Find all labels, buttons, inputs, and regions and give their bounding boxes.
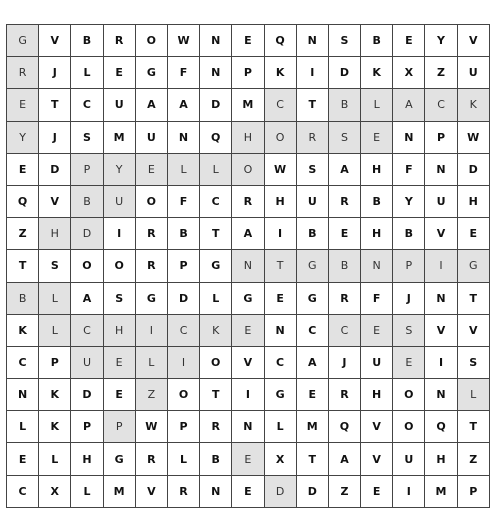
grid-cell[interactable]: I — [232, 379, 264, 411]
grid-cell[interactable]: P — [104, 411, 136, 443]
grid-cell[interactable]: V — [425, 218, 457, 250]
grid-cell[interactable]: A — [136, 89, 168, 121]
grid-cell[interactable]: N — [393, 122, 425, 154]
grid-cell[interactable]: L — [7, 411, 39, 443]
grid-cell[interactable]: F — [393, 154, 425, 186]
grid-cell[interactable]: T — [297, 89, 329, 121]
grid-cell[interactable]: R — [297, 122, 329, 154]
grid-cell[interactable]: R — [329, 283, 361, 315]
grid-cell[interactable]: W — [265, 154, 297, 186]
grid-cell[interactable]: R — [136, 250, 168, 282]
grid-cell[interactable]: F — [168, 186, 200, 218]
grid-cell[interactable]: C — [71, 315, 103, 347]
grid-cell[interactable]: L — [168, 154, 200, 186]
grid-cell[interactable]: B — [71, 186, 103, 218]
grid-cell[interactable]: A — [297, 347, 329, 379]
grid-cell[interactable]: W — [458, 122, 490, 154]
grid-cell[interactable]: Z — [7, 218, 39, 250]
grid-cell[interactable]: P — [425, 122, 457, 154]
grid-cell[interactable]: N — [200, 57, 232, 89]
grid-cell[interactable]: I — [425, 250, 457, 282]
grid-cell[interactable]: B — [200, 443, 232, 475]
grid-cell[interactable]: D — [71, 218, 103, 250]
grid-cell[interactable]: L — [39, 315, 71, 347]
grid-cell[interactable]: E — [329, 218, 361, 250]
grid-cell[interactable]: R — [7, 57, 39, 89]
grid-cell[interactable]: H — [425, 443, 457, 475]
grid-cell[interactable]: C — [297, 315, 329, 347]
grid-cell[interactable]: E — [232, 443, 264, 475]
grid-cell[interactable]: U — [136, 122, 168, 154]
grid-cell[interactable]: N — [168, 122, 200, 154]
grid-cell[interactable]: L — [265, 411, 297, 443]
grid-cell[interactable]: V — [361, 411, 393, 443]
grid-cell[interactable]: O — [393, 411, 425, 443]
grid-cell[interactable]: G — [136, 57, 168, 89]
grid-cell[interactable]: G — [458, 250, 490, 282]
grid-cell[interactable]: B — [329, 89, 361, 121]
grid-cell[interactable]: D — [168, 283, 200, 315]
grid-cell[interactable]: E — [393, 25, 425, 57]
grid-cell[interactable]: J — [39, 57, 71, 89]
grid-cell[interactable]: N — [425, 154, 457, 186]
grid-cell[interactable]: U — [393, 443, 425, 475]
grid-cell[interactable]: I — [393, 476, 425, 508]
grid-cell[interactable]: Q — [329, 411, 361, 443]
grid-cell[interactable]: T — [39, 89, 71, 121]
grid-cell[interactable]: H — [361, 154, 393, 186]
grid-cell[interactable]: S — [104, 283, 136, 315]
grid-cell[interactable]: O — [136, 186, 168, 218]
grid-cell[interactable]: K — [39, 411, 71, 443]
grid-cell[interactable]: V — [39, 186, 71, 218]
grid-cell[interactable]: T — [265, 250, 297, 282]
grid-cell[interactable]: W — [168, 25, 200, 57]
grid-cell[interactable]: L — [39, 283, 71, 315]
grid-cell[interactable]: C — [168, 315, 200, 347]
grid-cell[interactable]: B — [393, 218, 425, 250]
grid-cell[interactable]: H — [361, 218, 393, 250]
grid-cell[interactable]: O — [265, 122, 297, 154]
grid-cell[interactable]: N — [200, 25, 232, 57]
grid-cell[interactable]: S — [329, 25, 361, 57]
grid-cell[interactable]: C — [71, 89, 103, 121]
grid-cell[interactable]: L — [39, 443, 71, 475]
grid-cell[interactable]: W — [136, 411, 168, 443]
grid-cell[interactable]: E — [297, 379, 329, 411]
grid-cell[interactable]: F — [361, 283, 393, 315]
grid-cell[interactable]: E — [361, 122, 393, 154]
grid-cell[interactable]: I — [168, 347, 200, 379]
grid-cell[interactable]: I — [297, 57, 329, 89]
grid-cell[interactable]: V — [361, 443, 393, 475]
grid-cell[interactable]: T — [458, 283, 490, 315]
grid-cell[interactable]: S — [393, 315, 425, 347]
grid-cell[interactable]: P — [168, 411, 200, 443]
grid-cell[interactable]: L — [200, 154, 232, 186]
grid-cell[interactable]: C — [265, 89, 297, 121]
grid-cell[interactable]: R — [329, 186, 361, 218]
grid-cell[interactable]: P — [232, 57, 264, 89]
grid-cell[interactable]: C — [425, 89, 457, 121]
grid-cell[interactable]: R — [200, 411, 232, 443]
grid-cell[interactable]: K — [200, 315, 232, 347]
grid-cell[interactable]: R — [136, 443, 168, 475]
grid-cell[interactable]: O — [168, 379, 200, 411]
grid-cell[interactable]: Q — [200, 122, 232, 154]
grid-cell[interactable]: V — [458, 315, 490, 347]
grid-cell[interactable]: M — [297, 411, 329, 443]
grid-cell[interactable]: B — [168, 218, 200, 250]
grid-cell[interactable]: B — [71, 25, 103, 57]
grid-cell[interactable]: B — [361, 186, 393, 218]
grid-cell[interactable]: C — [200, 186, 232, 218]
grid-cell[interactable]: R — [168, 476, 200, 508]
grid-cell[interactable]: G — [232, 283, 264, 315]
grid-cell[interactable]: P — [458, 476, 490, 508]
grid-cell[interactable]: D — [329, 57, 361, 89]
grid-cell[interactable]: N — [425, 283, 457, 315]
grid-cell[interactable]: G — [297, 283, 329, 315]
grid-cell[interactable]: B — [7, 283, 39, 315]
grid-cell[interactable]: U — [458, 57, 490, 89]
grid-cell[interactable]: P — [71, 411, 103, 443]
grid-cell[interactable]: Q — [7, 186, 39, 218]
grid-cell[interactable]: O — [104, 250, 136, 282]
word-search-grid — [6, 24, 490, 508]
grid-cell[interactable]: F — [168, 57, 200, 89]
grid-cell[interactable]: A — [232, 218, 264, 250]
grid-cell[interactable]: P — [168, 250, 200, 282]
grid-cell[interactable]: E — [393, 347, 425, 379]
grid-cell[interactable]: H — [458, 186, 490, 218]
grid-cell[interactable]: P — [39, 347, 71, 379]
grid-cell[interactable]: K — [265, 57, 297, 89]
grid-cell[interactable]: E — [458, 218, 490, 250]
grid-cell[interactable]: D — [71, 379, 103, 411]
grid-cell[interactable]: O — [232, 154, 264, 186]
grid-cell[interactable]: E — [7, 89, 39, 121]
grid-cell[interactable]: T — [297, 443, 329, 475]
grid-cell[interactable]: A — [329, 154, 361, 186]
grid-cell[interactable]: G — [200, 250, 232, 282]
grid-cell[interactable]: C — [329, 315, 361, 347]
grid-cell[interactable]: D — [39, 154, 71, 186]
grid-cell[interactable]: P — [71, 154, 103, 186]
grid-cell[interactable]: Z — [329, 476, 361, 508]
grid-cell[interactable]: H — [104, 315, 136, 347]
grid-cell[interactable]: G — [297, 250, 329, 282]
grid-cell[interactable]: N — [7, 379, 39, 411]
grid-cell[interactable]: R — [104, 25, 136, 57]
grid-cell[interactable]: H — [39, 218, 71, 250]
grid-cell[interactable]: G — [265, 379, 297, 411]
grid-cell[interactable]: Q — [425, 411, 457, 443]
grid-cell[interactable]: K — [7, 315, 39, 347]
grid-cell[interactable]: K — [39, 379, 71, 411]
grid-cell[interactable]: R — [136, 218, 168, 250]
grid-cell[interactable]: E — [232, 25, 264, 57]
grid-cell[interactable]: J — [393, 283, 425, 315]
grid-cell[interactable]: S — [71, 122, 103, 154]
grid-cell[interactable]: S — [39, 250, 71, 282]
grid-cell[interactable]: B — [329, 250, 361, 282]
grid-cell[interactable]: E — [265, 283, 297, 315]
grid-cell[interactable]: R — [232, 186, 264, 218]
grid-cell[interactable]: S — [297, 154, 329, 186]
grid-cell[interactable]: X — [265, 443, 297, 475]
grid-cell[interactable]: C — [7, 347, 39, 379]
grid-cell[interactable]: Z — [458, 443, 490, 475]
grid-cell[interactable]: Z — [136, 379, 168, 411]
grid-cell[interactable]: E — [104, 57, 136, 89]
grid-cell[interactable]: N — [265, 315, 297, 347]
grid-cell[interactable]: O — [200, 347, 232, 379]
grid-cell[interactable]: C — [7, 476, 39, 508]
grid-cell[interactable]: S — [329, 122, 361, 154]
grid-cell[interactable]: D — [297, 476, 329, 508]
grid-cell[interactable]: D — [265, 476, 297, 508]
grid-cell[interactable]: R — [329, 379, 361, 411]
grid-cell[interactable]: V — [232, 347, 264, 379]
grid-cell[interactable]: O — [71, 250, 103, 282]
grid-cell[interactable]: V — [458, 25, 490, 57]
grid-cell[interactable]: G — [136, 283, 168, 315]
grid-cell[interactable]: U — [297, 186, 329, 218]
grid-cell[interactable]: H — [71, 443, 103, 475]
grid-cell[interactable]: C — [265, 347, 297, 379]
grid-cell[interactable]: Y — [393, 186, 425, 218]
grid-cell[interactable]: M — [232, 89, 264, 121]
grid-cell[interactable]: E — [361, 476, 393, 508]
grid-cell[interactable]: L — [200, 283, 232, 315]
grid-cell[interactable]: E — [104, 347, 136, 379]
grid-cell[interactable]: E — [136, 154, 168, 186]
grid-cell[interactable]: I — [136, 315, 168, 347]
grid-cell[interactable]: T — [200, 218, 232, 250]
grid-cell[interactable]: Y — [104, 154, 136, 186]
grid-cell[interactable]: J — [329, 347, 361, 379]
grid-cell[interactable]: D — [458, 154, 490, 186]
grid-cell[interactable]: Q — [265, 25, 297, 57]
grid-cell[interactable]: L — [71, 476, 103, 508]
grid-cell[interactable]: U — [104, 186, 136, 218]
grid-cell[interactable]: Y — [7, 122, 39, 154]
grid-cell[interactable]: M — [425, 476, 457, 508]
grid-cell[interactable]: E — [7, 443, 39, 475]
grid-cell[interactable]: U — [361, 347, 393, 379]
grid-cell[interactable]: U — [104, 89, 136, 121]
grid-cell[interactable]: T — [458, 411, 490, 443]
grid-cell[interactable]: N — [232, 411, 264, 443]
grid-cell[interactable]: A — [329, 443, 361, 475]
grid-cell[interactable]: L — [458, 379, 490, 411]
grid-cell[interactable]: Y — [425, 25, 457, 57]
grid-cell[interactable]: H — [361, 379, 393, 411]
grid-cell[interactable]: P — [393, 250, 425, 282]
grid-cell[interactable]: V — [425, 315, 457, 347]
grid-cell[interactable]: N — [200, 476, 232, 508]
grid-cell[interactable]: K — [458, 89, 490, 121]
grid-cell[interactable]: M — [104, 122, 136, 154]
grid-cell[interactable]: N — [297, 25, 329, 57]
grid-cell[interactable]: N — [425, 379, 457, 411]
grid-cell[interactable]: I — [104, 218, 136, 250]
grid-cell[interactable]: A — [393, 89, 425, 121]
grid-cell[interactable]: I — [265, 218, 297, 250]
grid-cell[interactable]: G — [104, 443, 136, 475]
grid-cell[interactable]: T — [7, 250, 39, 282]
grid-cell[interactable]: X — [39, 476, 71, 508]
grid-cell[interactable]: A — [71, 283, 103, 315]
grid-cell[interactable]: N — [232, 250, 264, 282]
grid-cell[interactable]: E — [104, 379, 136, 411]
grid-cell[interactable]: O — [393, 379, 425, 411]
grid-cell[interactable]: V — [136, 476, 168, 508]
grid-cell[interactable]: E — [232, 315, 264, 347]
grid-cell[interactable]: T — [200, 379, 232, 411]
grid-cell[interactable]: B — [297, 218, 329, 250]
grid-cell[interactable]: J — [39, 122, 71, 154]
grid-cell[interactable]: L — [136, 347, 168, 379]
grid-cell[interactable]: E — [232, 476, 264, 508]
grid-cell[interactable]: K — [361, 57, 393, 89]
grid-cell[interactable]: V — [39, 25, 71, 57]
grid-cell[interactable]: L — [168, 443, 200, 475]
grid-cell[interactable]: E — [7, 154, 39, 186]
grid-cell[interactable]: E — [361, 315, 393, 347]
grid-cell[interactable]: H — [265, 186, 297, 218]
grid-cell[interactable]: M — [104, 476, 136, 508]
grid-cell[interactable]: D — [200, 89, 232, 121]
grid-cell[interactable]: L — [361, 89, 393, 121]
grid-cell[interactable]: N — [361, 250, 393, 282]
grid-cell[interactable]: U — [425, 186, 457, 218]
grid-cell[interactable]: H — [232, 122, 264, 154]
grid-cell[interactable]: L — [71, 57, 103, 89]
grid-cell[interactable]: Z — [425, 57, 457, 89]
grid-cell[interactable]: G — [7, 25, 39, 57]
grid-cell[interactable]: S — [458, 347, 490, 379]
grid-cell[interactable]: I — [425, 347, 457, 379]
grid-cell[interactable]: U — [71, 347, 103, 379]
grid-cell[interactable]: B — [361, 25, 393, 57]
grid-cell[interactable]: X — [393, 57, 425, 89]
grid-cell[interactable]: A — [168, 89, 200, 121]
grid-cell[interactable]: O — [136, 25, 168, 57]
